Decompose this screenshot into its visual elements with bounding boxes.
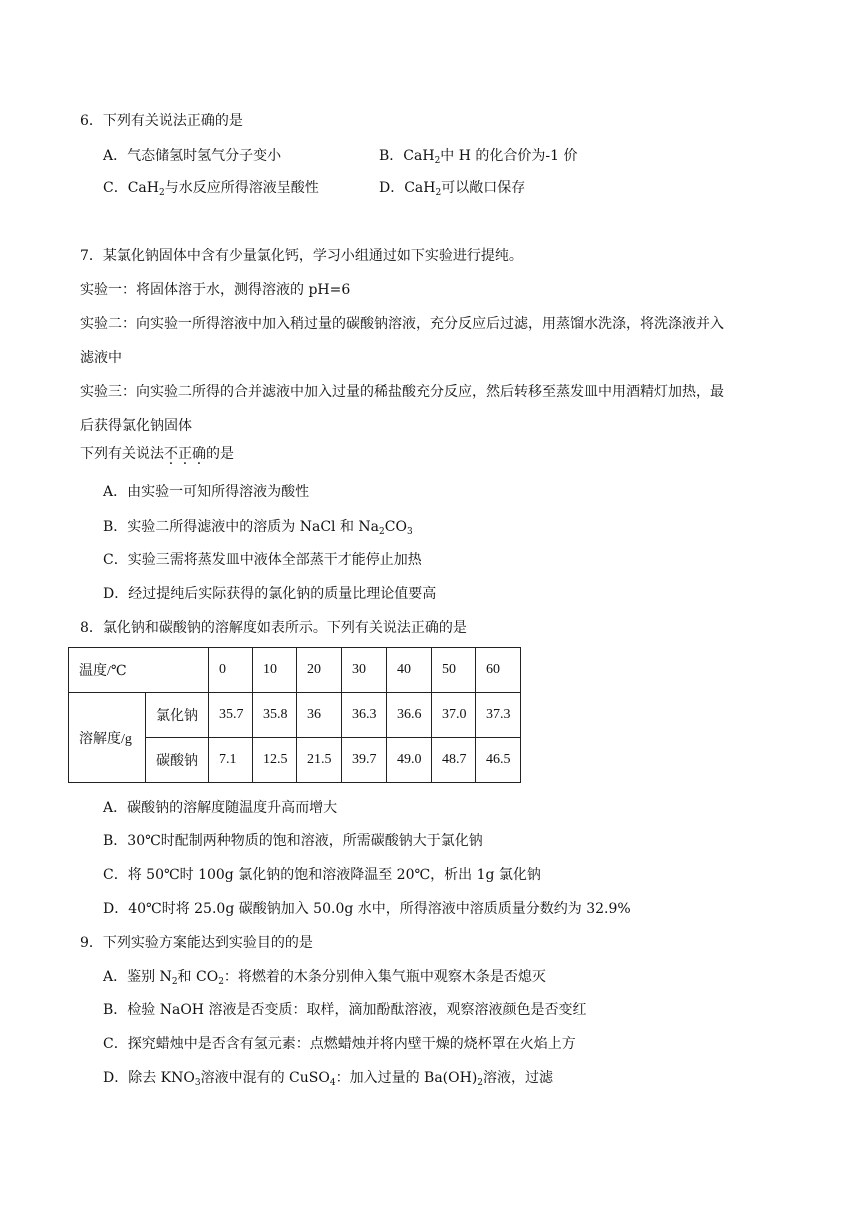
- q7-option-d: D．经过提纯后实际获得的氯化钠的质量比理论值要高: [103, 586, 437, 602]
- q8-option-c: C．将 50℃时 100g 氯化钠的饱和溶液降温至 20℃，析出 1g 氯化钠: [103, 867, 541, 883]
- value-cell: 7.1: [209, 738, 253, 783]
- q7-experiment-3-line-2: 后获得氯化钠固体: [80, 418, 192, 434]
- q9-option-d: D．除去 $KNO_3$溶液中混有的 CuSO$_4$：加入过量的 $Ba(OH)_2$溶液，过滤: [103, 1070, 554, 1088]
- q7-option-c: C．实验三需将蒸发皿中液体全部蒸干才能停止加热: [103, 552, 422, 568]
- q7-option-b: B．实验二所得滤液中的溶质为 NaCl 和 $Na_2CO_3$: [103, 519, 413, 537]
- substance-name: 碳酸钠: [146, 738, 209, 783]
- q9-option-c: C．探究蜡烛中是否含有氢元素：点燃蜡烛并将内壁干燥的烧杯罩在火焰上方: [103, 1036, 576, 1052]
- q8-stem: 8．氯化钠和碳酸钠的溶解度如表所示。下列有关说法正确的是: [80, 620, 467, 636]
- q7-question: 下列有关说法不正确的是: [80, 446, 234, 462]
- value-cell: 39.7: [342, 738, 387, 783]
- emphasis-char: 正: [178, 446, 192, 462]
- q7-experiment-2-line-1: 实验二：向实验一所得溶液中加入稍过量的碳酸钠溶液，充分反应后过滤，用蒸馏水洗涤，将洗涤液并入: [80, 316, 724, 332]
- q9-stem: 9．下列实验方案能达到实验目的的是: [80, 935, 313, 951]
- q6-option-c: C．CaH$_2$与水反应所得溶液呈酸性: [103, 180, 319, 198]
- value-cell: 37.0: [432, 693, 476, 738]
- value-cell: 37.3: [476, 693, 521, 738]
- q8-option-b: B．30℃时配制两种物质的饱和溶液，所需碳酸钠大于氯化钠: [103, 833, 483, 849]
- value-cell: 46.5: [476, 738, 521, 783]
- q7-experiment-2-line-2: 滤液中: [80, 350, 122, 366]
- temp-cell: 10: [253, 648, 297, 693]
- substance-name: 氯化钠: [146, 693, 209, 738]
- table-row: [69, 693, 521, 738]
- temp-cell: 20: [297, 648, 342, 693]
- q7-option-a: A．由实验一可知所得溶液为酸性: [103, 484, 310, 500]
- value-cell: 49.0: [387, 738, 432, 783]
- q7-stem: 7．某氯化钠固体中含有少量氯化钙，学习小组通过如下实验进行提纯。: [80, 248, 523, 264]
- value-cell: 36.3: [342, 693, 387, 738]
- temperature-label: 温度/℃: [69, 648, 209, 693]
- solubility-label: 溶解度/g: [69, 693, 146, 783]
- value-cell: 36.6: [387, 693, 432, 738]
- value-cell: 36: [297, 693, 342, 738]
- value-cell: 48.7: [432, 738, 476, 783]
- emphasis-char: 确: [192, 446, 206, 462]
- q9-option-a: A．鉴别 $N_2$和 $CO_2$：将燃着的木条分别伸入集气瓶中观察木条是否熄灭: [103, 969, 546, 987]
- q6-option-d: D．CaH$_2$可以敞口保存: [379, 180, 526, 198]
- temp-cell: 60: [476, 648, 521, 693]
- value-cell: 21.5: [297, 738, 342, 783]
- temp-cell: 30: [342, 648, 387, 693]
- q6-option-a: A．气态储氢时氢气分子变小: [103, 148, 282, 164]
- temp-cell: 50: [432, 648, 476, 693]
- emphasis-char: 不: [164, 446, 178, 462]
- q9-option-b: B．检验 NaOH 溶液是否变质：取样，滴加酚酞溶液，观察溶液颜色是否变红: [103, 1002, 587, 1018]
- q6-option-b: B．CaH$_2$中 H 的化合价为-1 价: [379, 148, 578, 166]
- q7-experiment-1: 实验一：将固体溶于水，测得溶液的 pH=6: [80, 282, 351, 298]
- value-cell: 12.5: [253, 738, 297, 783]
- solubility-table: [68, 647, 521, 783]
- q8-option-a: A．碳酸钠的溶解度随温度升高而增大: [103, 800, 338, 816]
- table-header-row: [69, 648, 521, 693]
- value-cell: 35.7: [209, 693, 253, 738]
- q7-experiment-3-line-1: 实验三：向实验二所得的合并滤液中加入过量的稀盐酸充分反应，然后转移至蒸发皿中用酒精灯加热，最: [80, 384, 724, 400]
- q6-stem: 6．下列有关说法正确的是: [80, 113, 243, 129]
- temp-cell: 40: [387, 648, 432, 693]
- q8-option-d: D．40℃时将 25.0g 碳酸钠加入 50.0g 水中，所得溶液中溶质质量分数约为 32.9%: [103, 901, 631, 917]
- value-cell: 35.8: [253, 693, 297, 738]
- temp-cell: 0: [209, 648, 253, 693]
